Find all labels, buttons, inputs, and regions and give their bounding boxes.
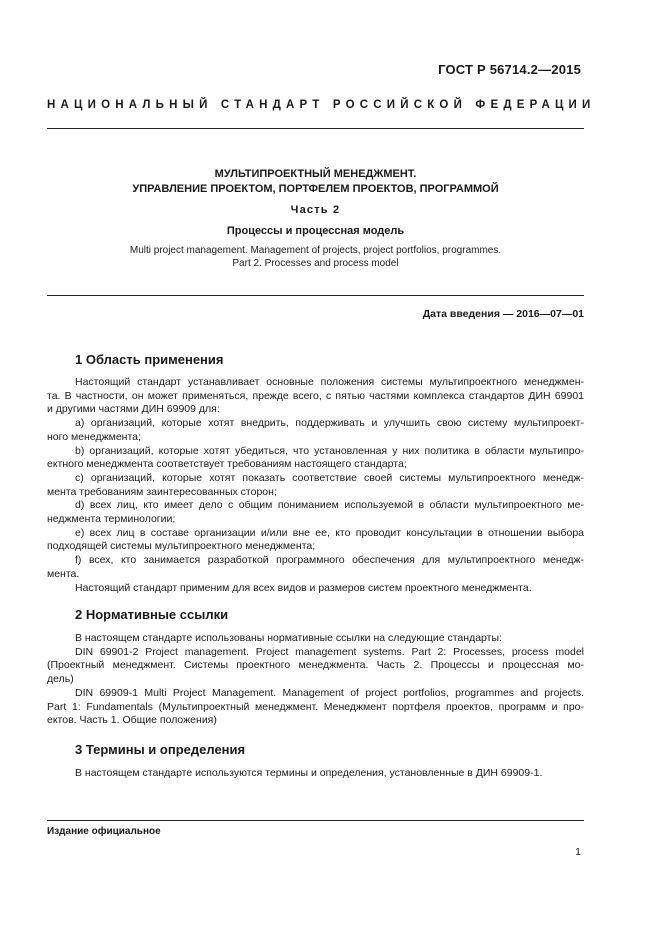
text-line: мента. bbox=[47, 567, 80, 580]
text-line: та. В частности, он может применяться, прежде всего, с пятью частями комплекса стандартов ДИН 69901 bbox=[47, 389, 584, 402]
footer-divider bbox=[47, 820, 584, 821]
text-line: (Проектный менеджмент. Системы проектного менеджмента. Часть 2. Процессы и процессная мо- bbox=[47, 659, 584, 672]
top-divider bbox=[47, 128, 584, 129]
section-body-terms bbox=[47, 767, 584, 781]
section-body-normative-references bbox=[47, 632, 584, 728]
text-line: f) всех, кто занимается разработкой программного обеспечения для мультипроектного менедж- bbox=[75, 554, 584, 567]
text-line: d) всех лиц, кто имеет дело с общим пониманием используемой в области мультипроектного ме- bbox=[75, 499, 584, 512]
date-of-introduction: Дата введения — 2016—07—01 bbox=[422, 308, 584, 320]
section-body-scope bbox=[47, 376, 584, 595]
text-line: b) организаций, которые хотят убедиться, что установленная у них политика в области мультипро- bbox=[75, 444, 584, 457]
text-line: а) организаций, которые хотят внедрить, поддерживать и улучшить свою систему мультипроект- bbox=[75, 417, 584, 430]
text-line: DIN 69909-1 Multi Project Management. Management of project portfolios, programmes and projects. bbox=[75, 686, 584, 699]
english-title-line-1: Multi project management. Management of projects, project portfolios, programmes. bbox=[129, 245, 502, 256]
text-line: Part 1: Fundamentals (Мультипроектный менеджмент. Менеджмент портфеля проектов, программ и про- bbox=[47, 700, 584, 713]
text-line: ного менеджмента; bbox=[47, 430, 141, 443]
section-heading-terms: 3 Термины и определения bbox=[75, 742, 246, 757]
standard-code: ГОСТ Р 56714.2—2015 bbox=[438, 62, 581, 77]
section-heading-normative-references: 2 Нормативные ссылки bbox=[75, 607, 229, 622]
title-line-1: МУЛЬТИПРОЕКТНЫЙ МЕНЕДЖМЕНТ. bbox=[214, 168, 417, 180]
text-line: неджмента терминологии; bbox=[47, 513, 176, 526]
page-number: 1 bbox=[575, 846, 581, 858]
text-line: с) организаций, которые хотят показать соответствие своей системы мультипроектного менедж- bbox=[75, 471, 584, 484]
national-standard-banner: НАЦИОНАЛЬНЫЙ СТАНДАРТ РОССИЙСКОЙ ФЕДЕРАЦИИ bbox=[47, 99, 596, 111]
text-line: дель) bbox=[47, 673, 74, 686]
title-divider bbox=[47, 295, 584, 296]
text-line: Настоящий стандарт применим для всех видов и размеров систем проектного менеджмента. bbox=[75, 581, 532, 594]
text-line: В настоящем стандарте используются термины и определения, установленные в ДИН 69909-1. bbox=[75, 767, 543, 779]
text-line: DIN 69901-2 Project management. Project management systems. Part 2: Processes, process model bbox=[75, 645, 584, 658]
text-line: е) всех лиц в составе организации и/или вне ее, кто проводит консультации в отношении выбора bbox=[75, 526, 584, 539]
section-heading-scope: 1 Область применения bbox=[75, 352, 224, 367]
title-line-2: УПРАВЛЕНИЕ ПРОЕКТОМ, ПОРТФЕЛЕМ ПРОЕКТОВ, ПРОГРАММОЙ bbox=[132, 183, 499, 195]
part-label: Часть 2 bbox=[290, 204, 341, 216]
text-line: ектного менеджмента соответствует требованиям настоящего стандарта; bbox=[47, 458, 407, 471]
text-line: ектов. Часть 1. Общие положения) bbox=[47, 714, 217, 727]
text-line: Настоящий стандарт устанавливает основные положения системы мультипроектного менеджмен- bbox=[75, 376, 584, 388]
part-subtitle: Процессы и процессная модель bbox=[226, 225, 405, 237]
text-line: и другими частями ДИН 69909 для: bbox=[47, 403, 220, 416]
english-title-line-2: Part 2. Processes and process model bbox=[232, 258, 399, 269]
text-line: подходящей системы мультипроектного менеджмента; bbox=[47, 540, 316, 553]
text-line: В настоящем стандарте использованы нормативные ссылки на следующие стандарты: bbox=[75, 632, 502, 644]
text-line: мента требованиям заинтересованных сторон; bbox=[47, 485, 277, 498]
official-edition-label: Издание официальное bbox=[47, 826, 161, 837]
